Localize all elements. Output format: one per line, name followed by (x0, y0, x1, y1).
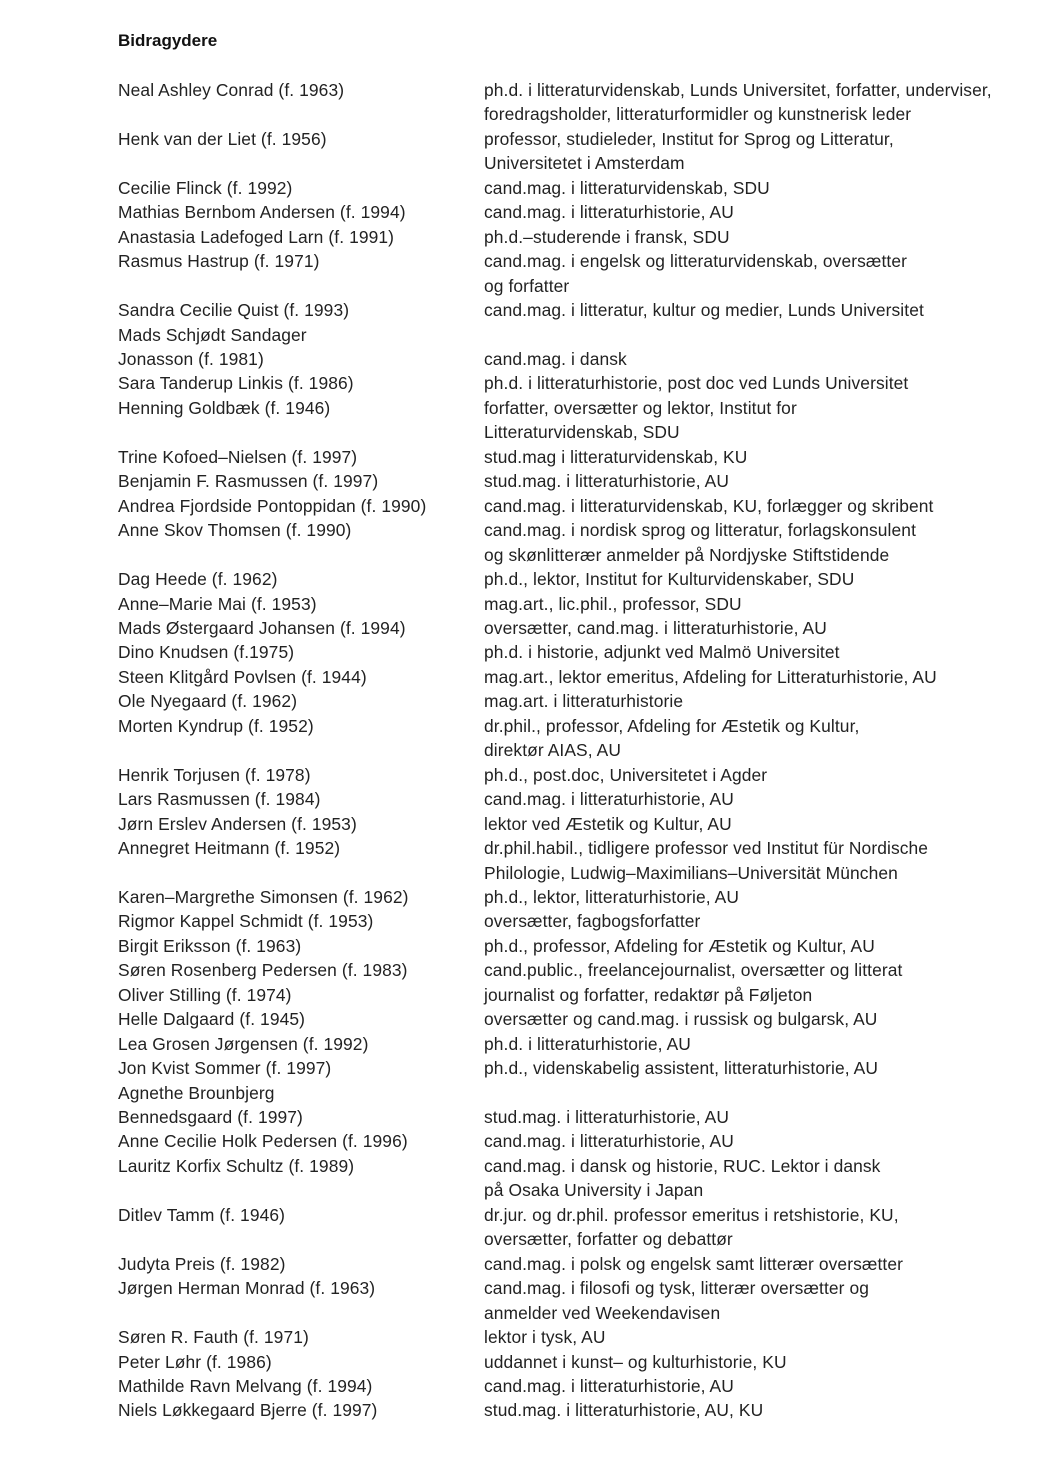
contributor-row (118, 1154, 1038, 1203)
contributor-description: cand.mag. i engelsk og litteraturvidenskab, oversætter og forfatter (484, 251, 907, 296)
contributor-row (118, 371, 1038, 395)
contributor-description: oversætter, fagbogsforfatter (484, 911, 701, 932)
contributor-description: ph.d. i historie, adjunkt ved Malmö Universitet (484, 642, 840, 663)
contributor-description: dr.phil.habil., tidligere professor ved Institut für Nordische Philologie, Ludwig–Maximilians–Universität München (484, 838, 929, 883)
contributor-row (118, 78, 1038, 127)
contributor-name: Judyta Preis (f. 1982) (118, 1253, 286, 1274)
contributor-row (118, 1056, 1038, 1080)
contributor-row (118, 494, 1038, 518)
contributor-description: ph.d., lektor, Institut for Kulturvidenskaber, SDU (484, 569, 855, 590)
contributor-name: Lars Rasmussen (f. 1984) (118, 789, 321, 810)
contributor-description: cand.mag. i litteraturhistorie, AU (484, 202, 734, 223)
page-title: Bidragydere (118, 31, 218, 50)
contributor-row (118, 885, 1038, 909)
contributor-row (118, 763, 1038, 787)
contributor-description: ph.d. i litteraturvidenskab, Lunds Universitet, forfatter, underviser, foredragsholder, litteraturformidler og kunstnerisk leder (484, 80, 992, 125)
contributor-row (118, 616, 1038, 640)
contributor-row (118, 1129, 1038, 1153)
contributor-description: cand.mag. i litteraturhistorie, AU (484, 1131, 734, 1152)
contributor-description: cand.mag. i litteraturvidenskab, SDU (484, 177, 770, 198)
contributor-row (118, 567, 1038, 591)
contributor-name: Jon Kvist Sommer (f. 1997) (118, 1058, 332, 1079)
contributor-name: Anne–Marie Mai (f. 1953) (118, 593, 317, 614)
contributor-name: Morten Kyndrup (f. 1952) (118, 715, 314, 736)
contributor-name: Steen Klitgård Povlsen (f. 1944) (118, 666, 367, 687)
contributor-name: Jørgen Herman Monrad (f. 1963) (118, 1278, 376, 1299)
contributor-row (118, 298, 1038, 322)
contributor-name: Dag Heede (f. 1962) (118, 569, 278, 590)
contributor-row (118, 200, 1038, 224)
contributor-name: Søren R. Fauth (f. 1971) (118, 1327, 309, 1348)
contributor-name: Birgit Eriksson (f. 1963) (118, 935, 302, 956)
contributor-row (118, 592, 1038, 616)
contributor-description: mag.art., lektor emeritus, Afdeling for Litteraturhistorie, AU (484, 666, 937, 687)
contributor-description: cand.mag. i filosofi og tysk, litterær oversætter og anmelder ved Weekendavisen (484, 1278, 870, 1323)
contributor-row (118, 1350, 1038, 1374)
contributor-row (118, 1081, 1038, 1130)
contributors-page (118, 28, 1038, 1423)
contributor-name: Niels Løkkegaard Bjerre (f. 1997) (118, 1400, 378, 1421)
contributor-name: Mathilde Ravn Melvang (f. 1994) (118, 1376, 373, 1397)
contributor-description: mag.art., lic.phil., professor, SDU (484, 593, 742, 614)
contributor-name: Søren Rosenberg Pedersen (f. 1983) (118, 960, 408, 981)
contributor-row (118, 1252, 1038, 1276)
contributor-row (118, 518, 1038, 567)
contributor-row (118, 249, 1038, 298)
contributor-row (118, 787, 1038, 811)
contributor-description: ph.d.–studerende i fransk, SDU (484, 226, 730, 247)
contributor-row (118, 836, 1038, 885)
contributor-name: Ditlev Tamm (f. 1946) (118, 1204, 286, 1225)
contributor-name: Rasmus Hastrup (f. 1971) (118, 251, 320, 272)
contributor-row (118, 983, 1038, 1007)
contributor-row (118, 714, 1038, 763)
contributor-name: Rigmor Kappel Schmidt (f. 1953) (118, 911, 374, 932)
contributor-name: Sandra Cecilie Quist (f. 1993) (118, 300, 350, 321)
contributor-name: Anne Cecilie Holk Pedersen (f. 1996) (118, 1131, 408, 1152)
contributor-name: Trine Kofoed–Nielsen (f. 1997) (118, 446, 358, 467)
contributor-description: dr.jur. og dr.phil. professor emeritus i retshistorie, KU, oversætter, forfatter og debattør (484, 1204, 899, 1250)
contributor-description: ph.d., professor, Afdeling for Æstetik og Kultur, AU (484, 935, 875, 956)
contributor-row (118, 1398, 1038, 1422)
contributor-row (118, 689, 1038, 713)
contributor-description: cand.mag. i litteraturvidenskab, KU, forlægger og skribent (484, 495, 934, 516)
contributor-description: professor, studieleder, Institut for Sprog og Litteratur, Universitetet i Amsterdam (484, 128, 894, 174)
contributor-description: cand.mag. i polsk og engelsk samt litterær oversætter (484, 1253, 903, 1274)
contributor-name: Neal Ashley Conrad (f. 1963) (118, 80, 345, 100)
contributor-row (118, 176, 1038, 200)
contributor-row (118, 640, 1038, 664)
contributor-description: cand.mag. i dansk og historie, RUC. Lektor i dansk på Osaka University i Japan (484, 1155, 881, 1201)
contributor-description: cand.mag. i nordisk sprog og litteratur, forlagskonsulent og skønlitterær anmelder på Nordjyske Stiftstidende (484, 520, 916, 565)
contributor-name: Mathias Bernbom Andersen (f. 1994) (118, 202, 406, 223)
contributor-name: Henk van der Liet (f. 1956) (118, 128, 327, 149)
contributor-description: oversætter, cand.mag. i litteraturhistorie, AU (484, 617, 827, 638)
contributor-row (118, 225, 1038, 249)
contributor-description: dr.phil., professor, Afdeling for Æstetik og Kultur, direktør AIAS, AU (484, 715, 860, 761)
contributor-name: Jørn Erslev Andersen (f. 1953) (118, 813, 357, 834)
contributor-row (118, 1374, 1038, 1398)
contributor-description: cand.mag. i litteraturhistorie, AU (484, 1376, 734, 1397)
contributor-description: stud.mag i litteraturvidenskab, KU (484, 446, 748, 467)
contributor-name: Annegret Heitmann (f. 1952) (118, 838, 341, 859)
contributor-row (118, 1203, 1038, 1252)
contributor-description: journalist og forfatter, redaktør på Føljeton (484, 984, 813, 1005)
contributor-row (118, 1032, 1038, 1056)
contributor-description: stud.mag. i litteraturhistorie, AU, KU (484, 1400, 764, 1421)
contributor-name: Lea Grosen Jørgensen (f. 1992) (118, 1033, 369, 1054)
contributor-list (118, 78, 1038, 1423)
contributor-description: uddannet i kunst– og kulturhistorie, KU (484, 1351, 787, 1372)
contributor-name: Oliver Stilling (f. 1974) (118, 984, 292, 1005)
contributor-name: Anne Skov Thomsen (f. 1990) (118, 520, 352, 541)
contributor-description: cand.mag. i litteraturhistorie, AU (484, 789, 734, 810)
contributor-row (118, 127, 1038, 176)
contributor-row (118, 665, 1038, 689)
contributor-name: Helle Dalgaard (f. 1945) (118, 1009, 306, 1030)
contributor-description: cand.public., freelancejournalist, oversætter og litterat (484, 960, 903, 981)
contributor-description: oversætter og cand.mag. i russisk og bulgarsk, AU (484, 1009, 878, 1030)
contributor-name: Andrea Fjordside Pontoppidan (f. 1990) (118, 495, 427, 516)
contributor-row (118, 396, 1038, 445)
contributor-description: ph.d. i litteraturhistorie, post doc ved Lunds Universitet (484, 373, 909, 394)
contributor-name: Peter Løhr (f. 1986) (118, 1351, 272, 1372)
contributor-description: ph.d., videnskabelig assistent, litteraturhistorie, AU (484, 1058, 878, 1079)
contributor-row (118, 958, 1038, 982)
contributor-name: Henrik Torjusen (f. 1978) (118, 764, 311, 785)
contributor-name: Mads Østergaard Johansen (f. 1994) (118, 617, 406, 638)
contributor-description: stud.mag. i litteraturhistorie, AU (484, 1107, 730, 1128)
contributor-name: Mads Schjødt Sandager Jonasson (f. 1981) (118, 324, 307, 369)
contributor-row (118, 812, 1038, 836)
contributor-description: lektor ved Æstetik og Kultur, AU (484, 813, 732, 834)
contributor-name: Karen–Margrethe Simonsen (f. 1962) (118, 886, 409, 907)
contributor-name: Henning Goldbæk (f. 1946) (118, 397, 331, 418)
contributor-description: forfatter, oversætter og lektor, Institut for Litteraturvidenskab, SDU (484, 397, 797, 443)
contributor-name: Anastasia Ladefoged Larn (f. 1991) (118, 226, 395, 247)
contributor-row (118, 1325, 1038, 1349)
contributor-description: mag.art. i litteraturhistorie (484, 691, 684, 712)
contributor-row (118, 323, 1038, 372)
contributor-description: ph.d. i litteraturhistorie, AU (484, 1033, 691, 1054)
contributor-description: ph.d., post.doc, Universitetet i Agder (484, 764, 768, 785)
contributor-name: Ole Nyegaard (f. 1962) (118, 691, 298, 712)
contributor-description: ph.d., lektor, litteraturhistorie, AU (484, 886, 740, 907)
contributor-name: Cecilie Flinck (f. 1992) (118, 177, 293, 198)
contributor-name: Lauritz Korfix Schultz (f. 1989) (118, 1155, 355, 1176)
contributor-name: Agnethe Brounbjerg Bennedsgaard (f. 1997) (118, 1082, 303, 1128)
contributor-row (118, 1276, 1038, 1325)
contributor-name: Sara Tanderup Linkis (f. 1986) (118, 373, 354, 394)
contributor-row (118, 934, 1038, 958)
contributor-row (118, 1007, 1038, 1031)
contributor-row (118, 909, 1038, 933)
contributor-description: lektor i tysk, AU (484, 1327, 606, 1348)
contributor-description: cand.mag. i dansk (484, 348, 627, 369)
contributor-row (118, 469, 1038, 493)
contributor-name: Benjamin F. Rasmussen (f. 1997) (118, 471, 379, 492)
contributor-description: cand.mag. i litteratur, kultur og medier, Lunds Universitet (484, 300, 924, 321)
contributor-description: stud.mag. i litteraturhistorie, AU (484, 471, 730, 492)
contributor-name: Dino Knudsen (f.1975) (118, 642, 295, 663)
contributor-row (118, 445, 1038, 469)
